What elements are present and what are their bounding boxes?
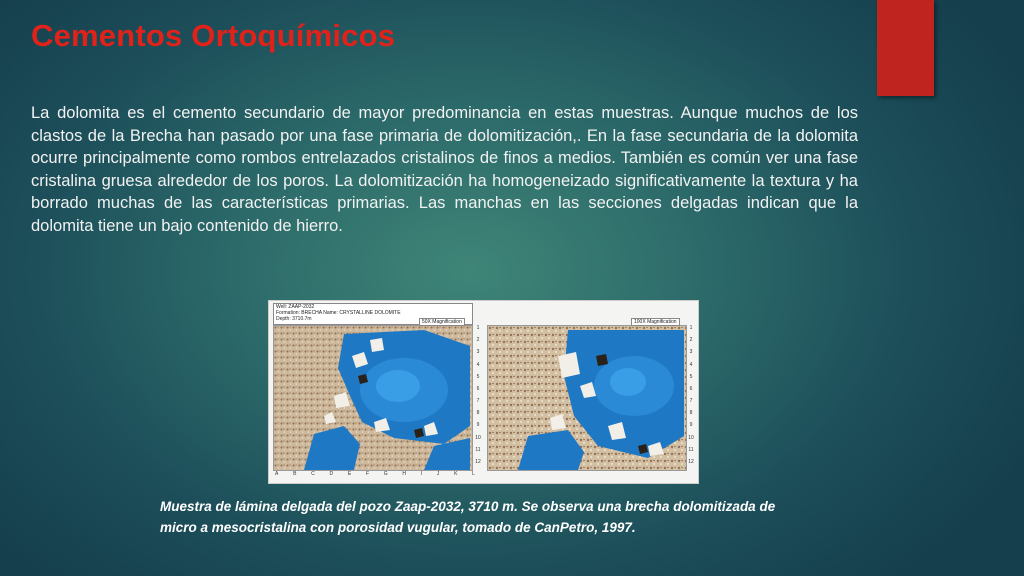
column-letter: J (436, 471, 440, 477)
row-number: 9 (689, 422, 693, 429)
row-number: 2 (689, 337, 693, 344)
magnification-label-50x: 50X Magnification (419, 318, 465, 326)
column-letter: K (454, 471, 458, 477)
column-letter: I (420, 471, 423, 477)
figure-caption (160, 496, 860, 538)
micrograph-100x (487, 325, 687, 471)
row-number: 11 (688, 446, 694, 453)
row-number: 7 (689, 398, 693, 405)
row-number: 10 (475, 434, 481, 441)
row-number: 12 (688, 458, 694, 465)
row-number: 5 (689, 373, 693, 380)
row-number: 1 (689, 325, 693, 331)
well-info-line: Formation: BRECHA Name: CRYSTALLINE DOLOMITE (276, 310, 401, 316)
row-number: 3 (689, 349, 693, 356)
row-number: 7 (476, 398, 480, 405)
row-number: 9 (476, 422, 480, 429)
column-letter: B (293, 471, 297, 477)
row-number: 10 (688, 434, 694, 441)
column-letter: L (472, 471, 475, 477)
row-number: 6 (476, 385, 480, 392)
column-letter: G (383, 471, 388, 477)
column-letter: C (311, 471, 315, 477)
row-number: 8 (476, 410, 480, 417)
row-number: 12 (475, 458, 481, 465)
red-accent-tab (877, 0, 934, 96)
row-number: 3 (476, 349, 480, 356)
column-letter: H (402, 471, 406, 477)
row-number: 5 (476, 373, 480, 380)
magnification-label-100x: 100X Magnification (631, 318, 680, 326)
slide-title: Cementos Ortoquímicos (31, 18, 396, 53)
caption-line-2: micro a mesocristalina con porosidad vugular, tomado de CanPetro, 1997. (160, 520, 636, 535)
row-number: 1 (476, 325, 480, 331)
row-number: 8 (689, 410, 693, 417)
row-scale-right (686, 325, 696, 465)
row-scale-left (473, 325, 483, 465)
well-info-line: Depth: 3710.7m (276, 316, 312, 322)
micrograph-50x (273, 325, 473, 471)
column-scale (275, 471, 475, 477)
row-number: 11 (475, 446, 481, 453)
column-letter: A (275, 471, 279, 477)
row-number: 4 (476, 361, 480, 368)
body-paragraph: La dolomita es el cemento secundario de mayor predominancia en estas muestras. Aunque muchos de los clastos de la Brecha han pasado por una fase primaria de dolomitización,. En la fase secundaria de la dolomita ocurre principalmente como rombos entrelazados cristalinos de finos a medios. También es común ver una fase cristalina gruesa alrededor de los poros. La dolomitización ha homogeneizado significativamente la textura y ha borrado muchas de las características primarias. Las manchas en las secciones delgadas indican que la dolomita tiene un bajo contenido de hierro. (31, 104, 858, 235)
caption-line-1: Muestra de lámina delgada del pozo Zaap-2032, 3710 m. Se observa una brecha dolomitizada de (160, 499, 776, 514)
column-letter: F (365, 471, 370, 477)
column-letter: E (347, 471, 352, 477)
thin-section-figure (268, 300, 699, 484)
column-letter: D (329, 471, 334, 477)
well-info-line: Well: ZAAP-2032 (276, 304, 315, 310)
row-number: 4 (689, 361, 693, 368)
row-number: 2 (476, 337, 480, 344)
row-number: 6 (689, 385, 693, 392)
